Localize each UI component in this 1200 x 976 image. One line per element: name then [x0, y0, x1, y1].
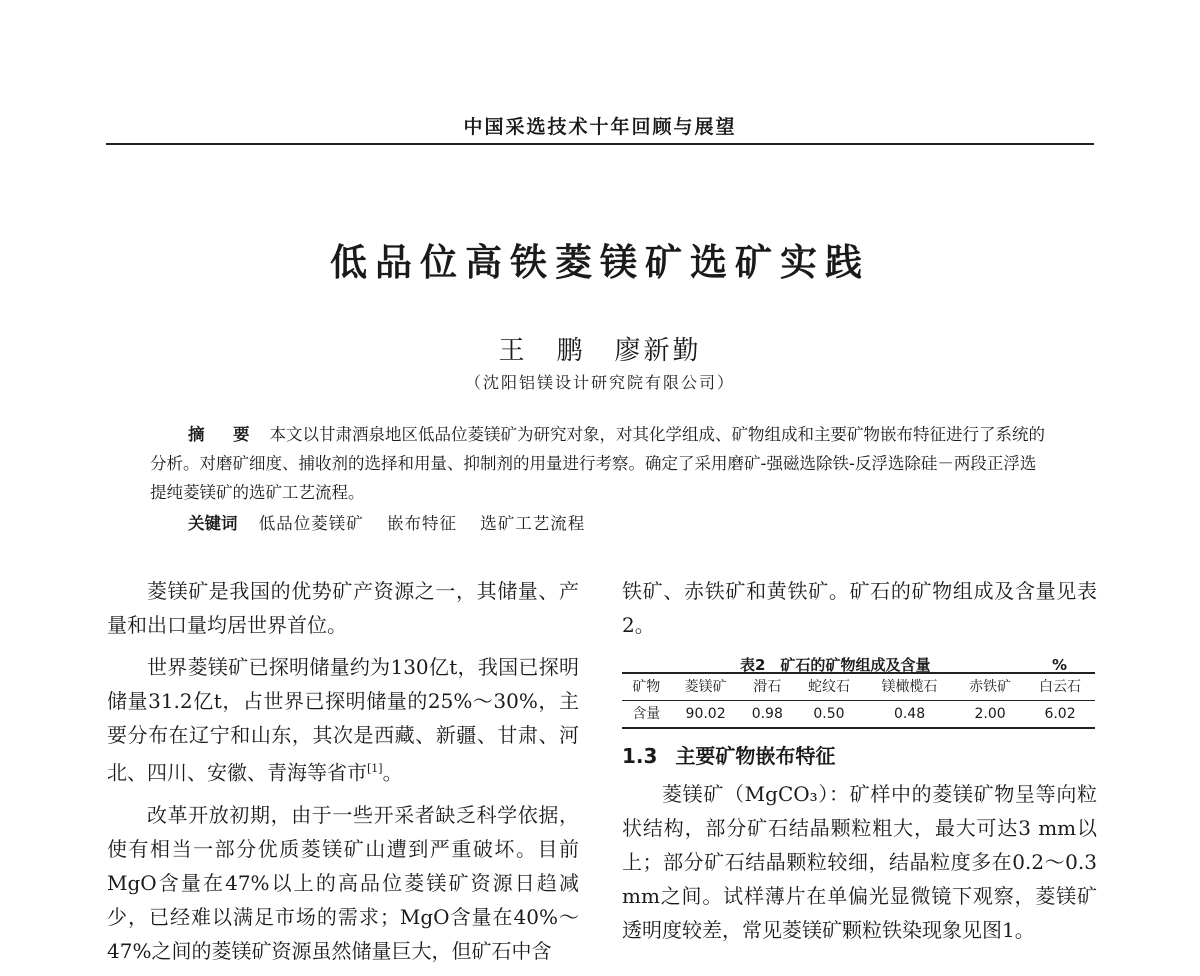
table-header-cell: 赤铁矿: [955, 673, 1025, 701]
table-caption: [622, 646, 1097, 672]
table-header-cell: 矿物: [622, 673, 671, 701]
citation-ref: [1]: [367, 762, 383, 775]
body-paragraph: 菱镁矿是我国的优势矿产资源之一，其储量、产量和出口量均居世界首位。: [107, 579, 579, 637]
abstract-label: 摘 要: [188, 425, 256, 444]
keyword: 选矿工艺流程: [480, 514, 586, 533]
paragraph-end: 。: [382, 760, 403, 785]
paragraph-text: 世界菱镁矿已探明储量约为130亿t，我国已探明储量31.2亿t，占世界已探明储量的25%～30%，主要分布在辽宁和山东，其次是西藏、新疆、甘肃、河北、四川、安徽、青海等省市: [107, 655, 579, 785]
section-number: 1.3: [622, 744, 658, 768]
table-header-cell: 蛇纹石: [794, 673, 864, 701]
paper-title: 低品位高铁菱镁矿选矿实践: [330, 240, 870, 284]
table-header-cell: 镁橄榄石: [864, 673, 955, 701]
body-paragraph: 铁矿、赤铁矿和黄铁矿。矿石的矿物组成及含量见表2。: [622, 579, 1097, 637]
header-rule: [106, 143, 1094, 145]
authors: 王 鹏 廖新勤: [498, 336, 702, 366]
keywords-label: 关键词: [188, 514, 238, 533]
abstract-block: [150, 420, 1050, 538]
table-cell: 0.48: [893, 706, 926, 722]
table-cell: 2.00: [974, 706, 1006, 722]
affiliation: （沈阳铝镁设计研究院有限公司）: [464, 373, 735, 392]
section-heading: [622, 739, 1097, 773]
table-unit: %: [1051, 656, 1067, 674]
table-header-cell: 滑石: [741, 673, 794, 701]
table-cell: 6.02: [1044, 706, 1076, 722]
table-row: [622, 701, 1095, 729]
running-head: 中国采选技术十年回顾与展望: [463, 116, 737, 138]
body-paragraph: 改革开放初期，由于一些开采者缺乏科学依据，使有相当一部分优质菱镁矿山遭到严重破坏。目前MgO含量在47%以上的高品位菱镁矿资源日趋减少，已经难以满足市场的需求；MgO含量在40%～47%之间的菱镁矿资源虽然储量巨大，但矿石中含: [107, 802, 579, 963]
keyword: 低品位菱镁矿: [258, 514, 364, 533]
table-cell: 90.02: [685, 706, 726, 722]
left-column: [107, 574, 579, 976]
abstract-text: 本文以甘肃酒泉地区低品位菱镁矿为研究对象，对其化学组成、矿物组成和主要矿物嵌布特征进行了系统的分析。对磨矿细度、捕收剂的选择和用量、抑制剂的用量进行考察。确定了采用磨矿-强磁选除铁-反浮选除硅－两段正浮选提纯菱镁矿的选矿工艺流程。: [150, 425, 1045, 502]
table-row-label: 含量: [632, 706, 661, 722]
body-paragraph: [107, 650, 579, 790]
table-header-cell: 菱镁矿: [671, 673, 741, 701]
section-title: 主要矿物嵌布特征: [675, 744, 836, 768]
table-cell: 0.98: [751, 706, 783, 722]
body-paragraph: 菱镁矿（MgCO₃）：矿样中的菱镁矿物呈等向粒状结构，部分矿石结晶颗粒粗大，最大可达3 mm以上；部分矿石结晶颗粒较细，结晶粒度多在0.2～0.3 mm之间。试样薄片在单偏光显微镜下观察，菱镁矿透明度较差，常见菱镁矿颗粒铁染现象见图1。: [622, 782, 1097, 942]
right-column: [622, 574, 1097, 955]
table-header-cell: 白云石: [1025, 673, 1095, 701]
keywords-line: [188, 509, 1050, 538]
table-cell: 0.50: [813, 706, 845, 722]
table-caption-text: 表2 矿石的矿物组成及含量: [740, 656, 931, 674]
keyword: 嵌布特征: [387, 514, 457, 533]
